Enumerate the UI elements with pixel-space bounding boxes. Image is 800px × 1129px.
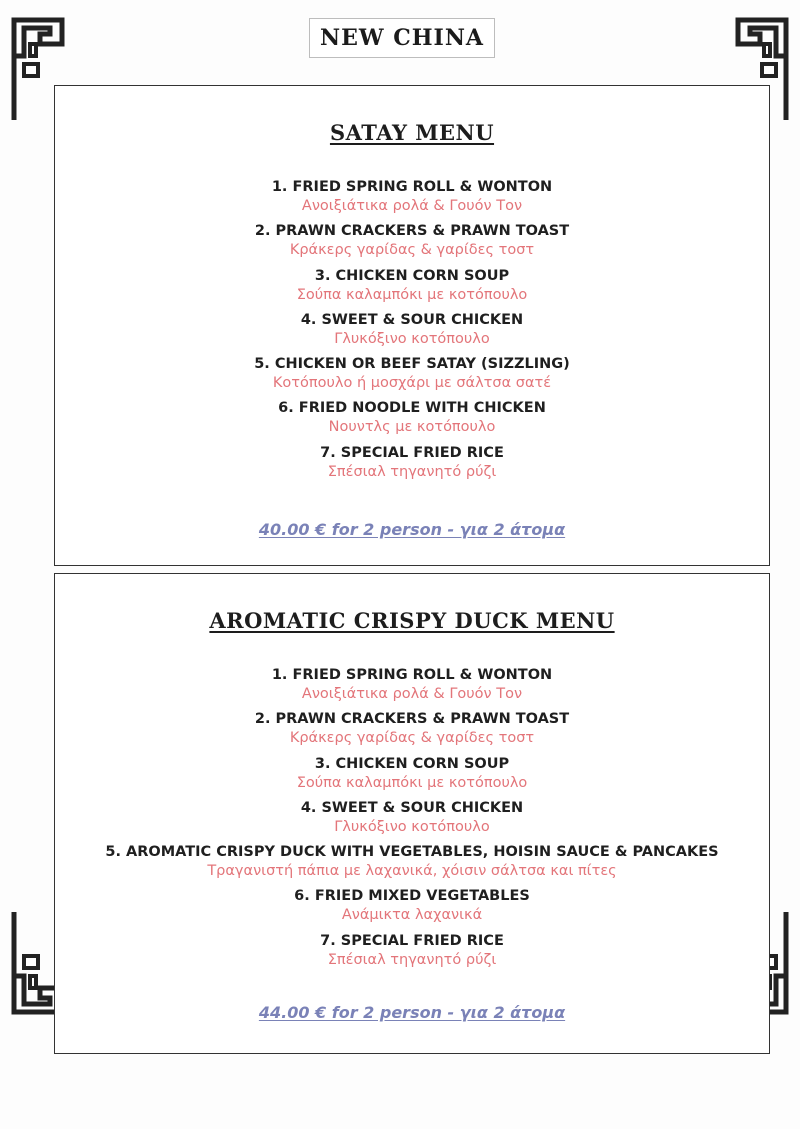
- menu-item-greek: Γλυκόξινο κοτόπουλο: [334, 818, 490, 835]
- menu-item: [55, 444, 769, 488]
- menu-item-english: 6. FRIED MIXED VEGETABLES: [294, 888, 530, 905]
- duck-menu-panel: [54, 573, 770, 1054]
- menu-item-greek: Νουντλς με κοτόπουλο: [328, 419, 496, 436]
- menu-items-list: [55, 666, 769, 976]
- menu-item: [55, 887, 769, 931]
- menu-item: [55, 267, 769, 311]
- menu-item: [55, 355, 769, 399]
- menu-items-list: [55, 178, 769, 488]
- menu-item-greek: Σούπα καλαμπόκι με κοτόπουλο: [296, 774, 528, 791]
- menu-title: SATAY MENU: [329, 120, 495, 145]
- menu-item-greek: Κράκερς γαρίδας & γαρίδες τοστ: [289, 730, 535, 747]
- menu-item-english: 2. PRAWN CRACKERS & PRAWN TOAST: [254, 223, 570, 240]
- menu-item-greek: Σπέσιαλ τηγανητό ρύζι: [327, 463, 497, 480]
- menu-item-greek: Τραγανιστή πάπια με λαχανικά, χόισιν σάλτσα και πίτες: [207, 863, 617, 880]
- menu-item-english: 1. FRIED SPRING ROLL & WONTON: [271, 179, 553, 195]
- menu-item-greek: Σούπα καλαμπόκι με κοτόπουλο: [296, 286, 528, 303]
- menu-item-english: 6. FRIED NOODLE WITH CHICKEN: [278, 400, 546, 417]
- menu-item-english: 5. AROMATIC CRISPY DUCK WITH VEGETABLES, HOISIN SAUCE & PANCAKES: [105, 844, 719, 861]
- menu-item: [55, 755, 769, 799]
- menu-item-english: 5. CHICKEN OR BEEF SATAY (SIZZLING): [254, 356, 570, 373]
- menu-item-english: 3. CHICKEN CORN SOUP: [314, 267, 510, 284]
- menu-item-greek: Ανάμικτα λαχανικά: [341, 907, 483, 924]
- menu-item: [55, 222, 769, 266]
- menu-item-english: 4. SWEET & SOUR CHICKEN: [300, 311, 524, 328]
- menu-item-english: 7. SPECIAL FRIED RICE: [320, 444, 504, 461]
- menu-item-greek: Ανοιξιάτικα ρολά & Γουόν Τον: [301, 198, 523, 214]
- menu-item-greek: Κοτόπουλο ή μοσχάρι με σάλτσα σατέ: [272, 375, 552, 392]
- menu-item-greek: Σπέσιαλ τηγανητό ρύζι: [327, 951, 497, 968]
- satay-menu-panel: [54, 85, 770, 566]
- menu-item: [55, 843, 769, 887]
- menu-item-english: 3. CHICKEN CORN SOUP: [314, 755, 510, 772]
- menu-item: [55, 710, 769, 754]
- menu-item-greek: Γλυκόξινο κοτόπουλο: [334, 330, 490, 347]
- menu-price: 44.00 € for 2 person - για 2 άτομα: [258, 1003, 566, 1022]
- menu-item: [55, 178, 769, 222]
- menu-item: [55, 932, 769, 976]
- menu-price: 40.00 € for 2 person - για 2 άτομα: [258, 520, 566, 539]
- menu-item: [55, 799, 769, 843]
- menu-item-english: 1. FRIED SPRING ROLL & WONTON: [271, 667, 553, 683]
- menu-item: [55, 399, 769, 443]
- menu-item: [55, 666, 769, 710]
- restaurant-title-box: [309, 18, 495, 58]
- menu-item-greek: Κράκερς γαρίδας & γαρίδες τοστ: [289, 242, 535, 259]
- restaurant-title: NEW CHINA: [319, 25, 484, 51]
- menu-item-english: 4. SWEET & SOUR CHICKEN: [300, 799, 524, 816]
- menu-title: AROMATIC CRISPY DUCK MENU: [209, 608, 615, 633]
- menu-item-english: 2. PRAWN CRACKERS & PRAWN TOAST: [254, 711, 570, 728]
- menu-item-english: 7. SPECIAL FRIED RICE: [320, 932, 504, 949]
- menu-item-greek: Ανοιξιάτικα ρολά & Γουόν Τον: [301, 686, 523, 702]
- menu-item: [55, 311, 769, 355]
